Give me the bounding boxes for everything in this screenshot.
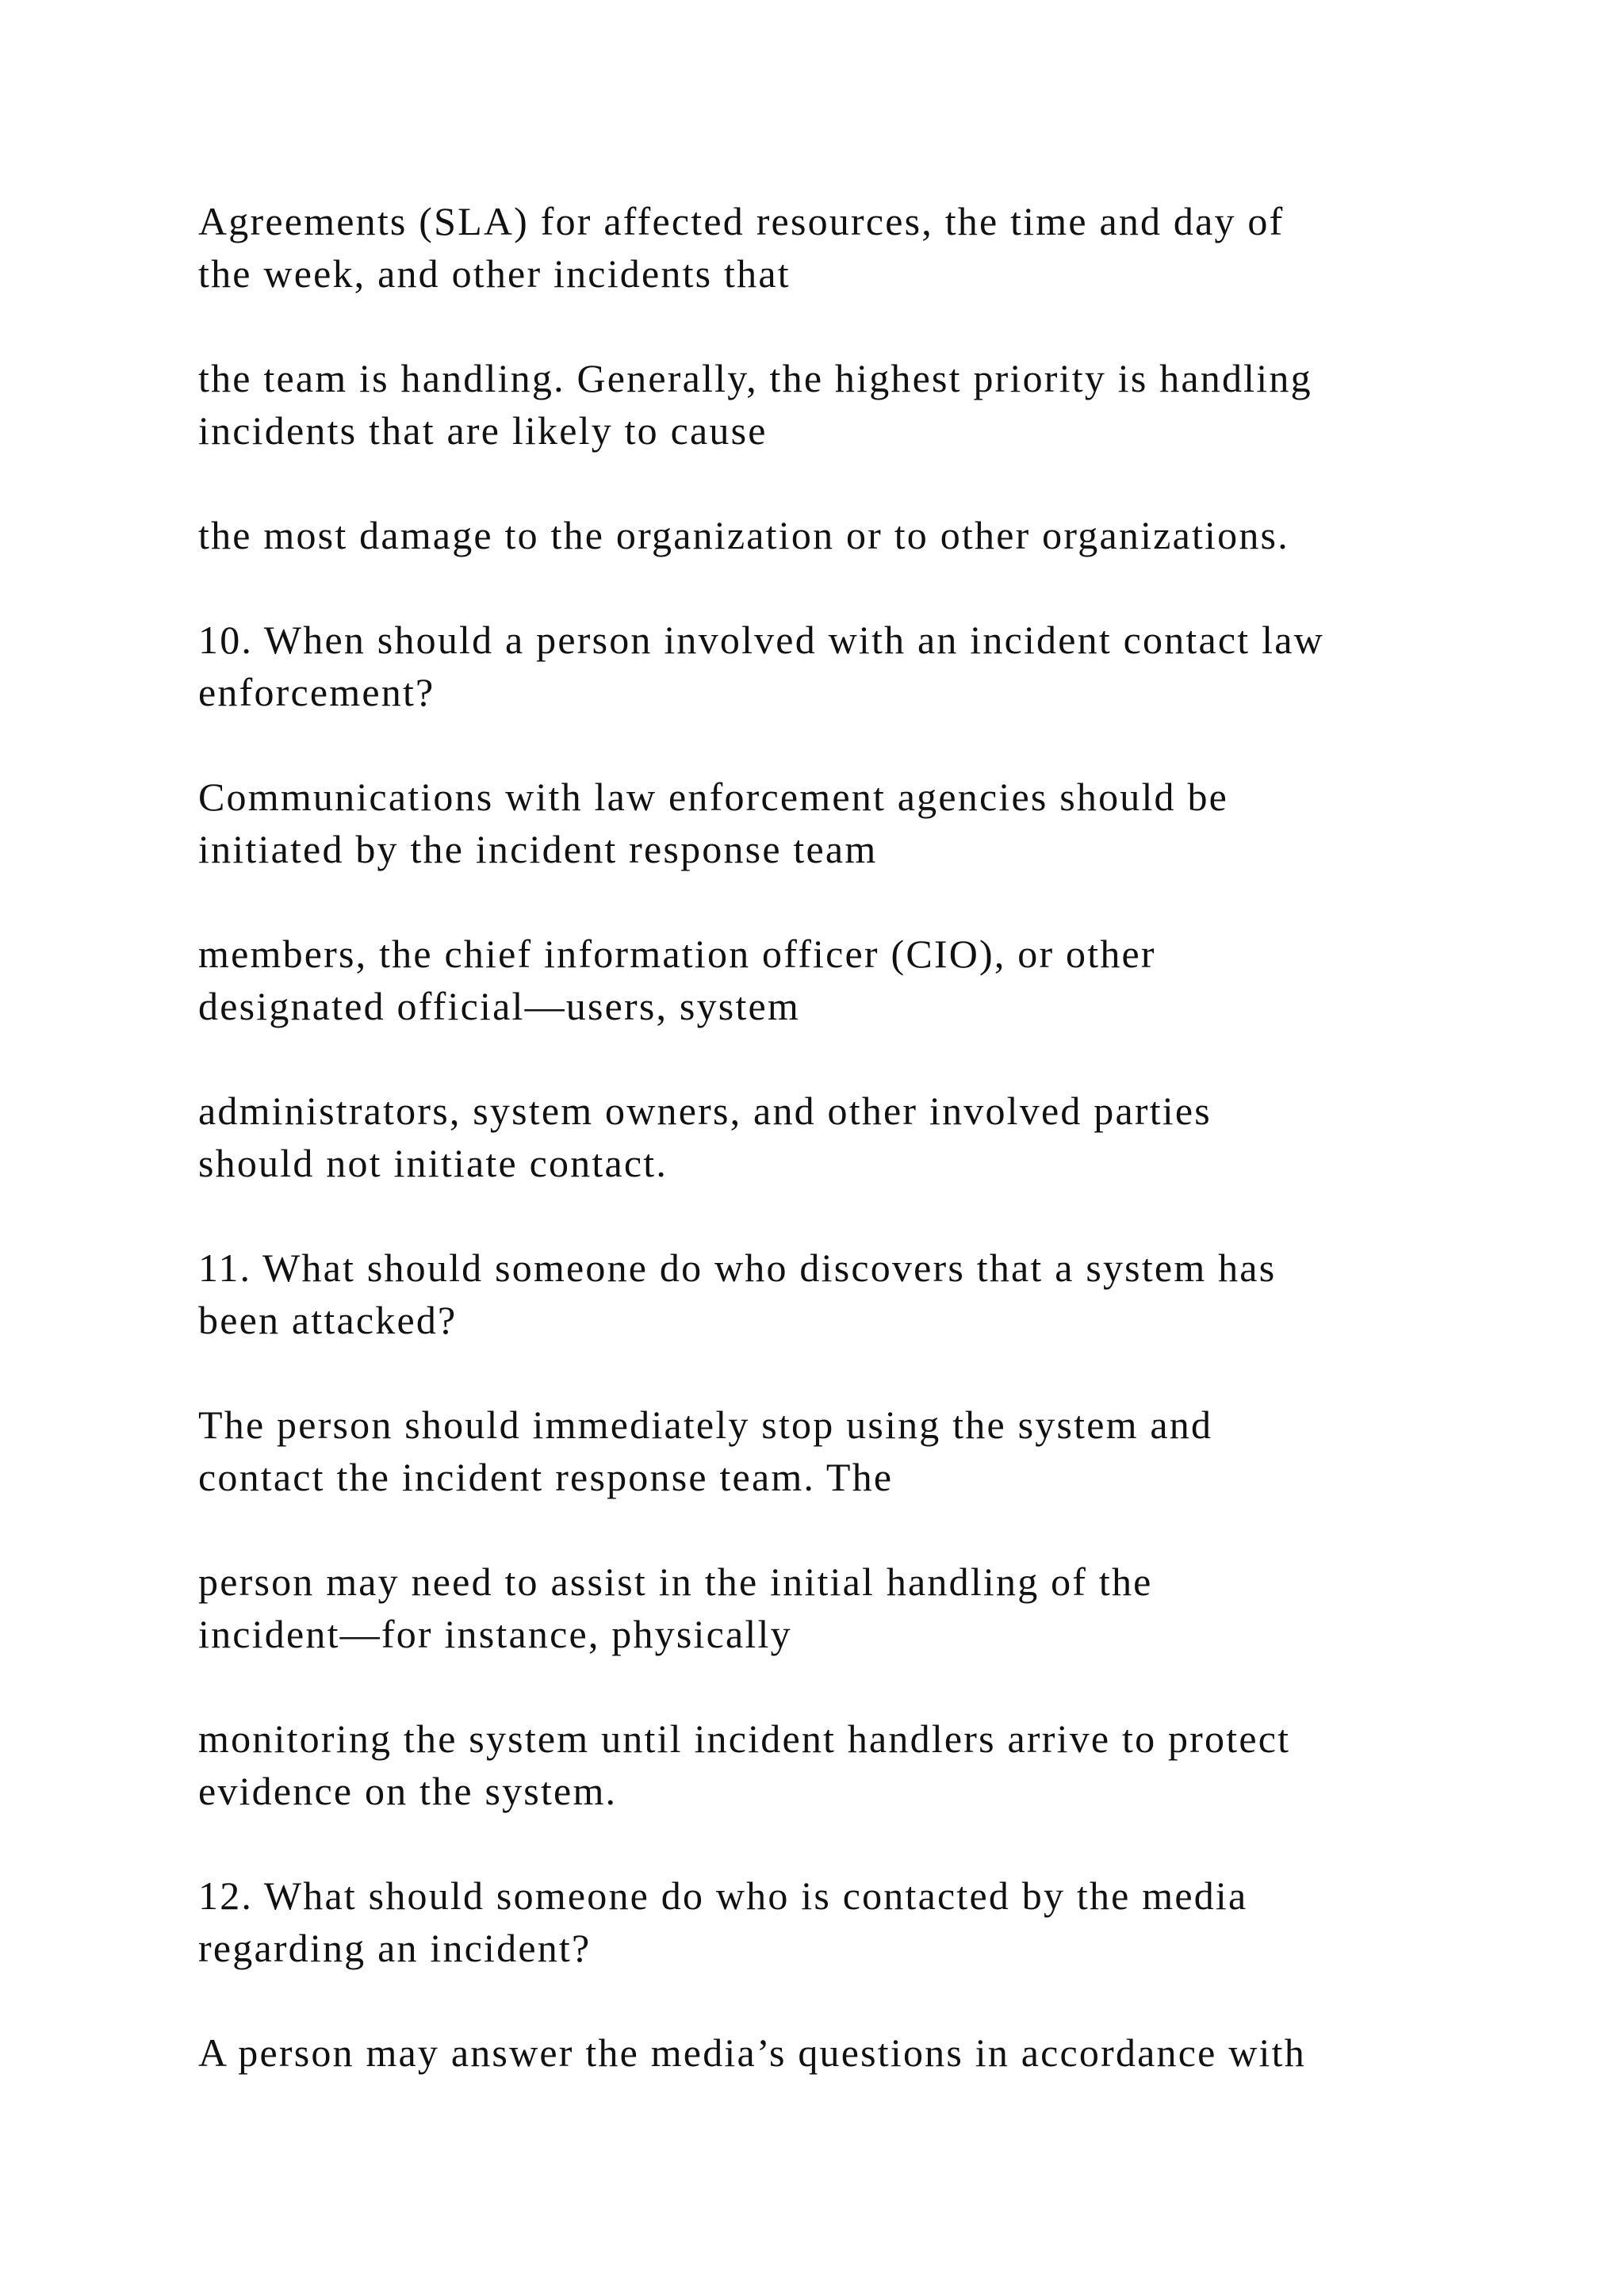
answer-11-part-3: monitoring the system until incident handlers arrive to protect evidence on the system. (198, 1716, 1291, 1813)
paragraph-sla-continuation: Agreements (SLA) for affected resources, the time and day of the week, and other incidents that (198, 199, 1285, 296)
question-10: 10. When should a person involved with an incident contact law enforcement? (198, 618, 1324, 714)
answer-10-part-1: Communications with law enforcement agencies should be initiated by the incident response team (198, 775, 1229, 871)
answer-11-part-2: person may need to assist in the initial handling of the incident—for instance, physically (198, 1559, 1153, 1656)
paragraph-priority-handling: the team is handling. Generally, the highest priority is handling incidents that are likely to cause (198, 356, 1312, 453)
answer-11-part-1: The person should immediately stop using the system and contact the incident response team. The (198, 1402, 1213, 1499)
answer-10-part-3: administrators, system owners, and other involved parties should not initiate contact. (198, 1089, 1212, 1185)
question-12: 12. What should someone do who is contacted by the media regarding an incident? (198, 1873, 1248, 1970)
answer-10-part-2: members, the chief information officer (CIO), or other designated official—users, system (198, 932, 1156, 1028)
question-11: 11. What should someone do who discovers that a system has been attacked? (198, 1246, 1277, 1342)
paragraph-most-damage: the most damage to the organization or to other organizations. (198, 513, 1289, 557)
document-body (198, 195, 1467, 2131)
answer-12-part-1: A person may answer the media’s questions in accordance with (198, 2030, 1306, 2075)
